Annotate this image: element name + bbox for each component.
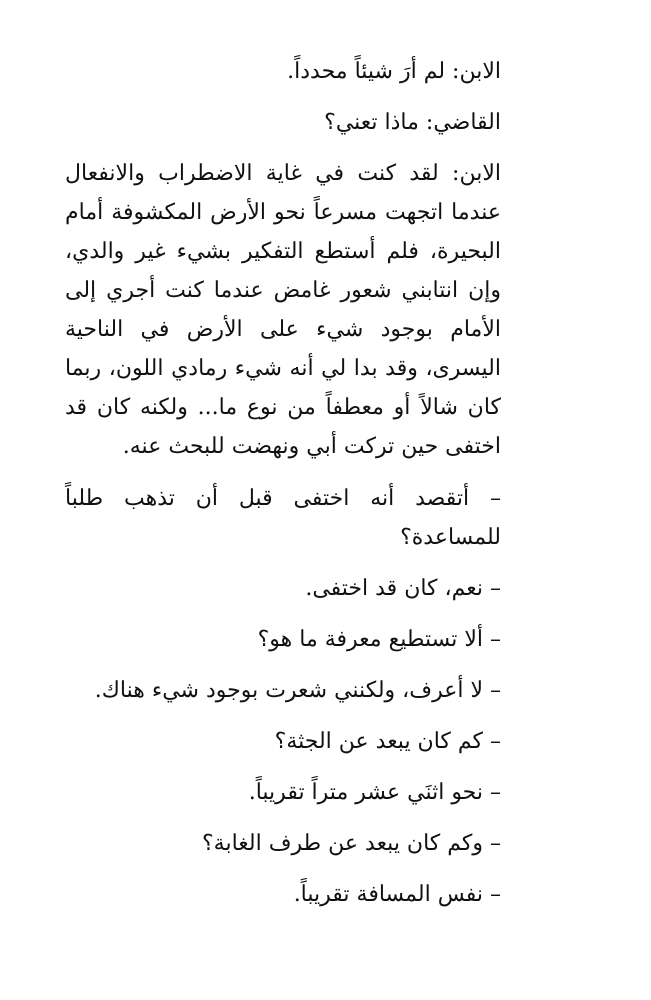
dialogue-line-same-distance: – نفس المسافة تقريباً. [293,882,501,907]
dialogue-line-son-account: الابن: لقد كنت في غاية الاضطراب والانفعال عندما اتجهت مسرعاً نحو الأرض المكشوفة أمام البحيرة، فلم أستطع التفكير بشيء غير والدي، وإن انتابني شعور غامض عندما كنت أجري إلى الأمام بوجود شيء على الأرض في الناحية اليسرى، وقد بدا لي أنه شيء رمادي اللون، ربما كان شالاً أو معطفاً من نوع ما... ولكنه كان قد اختفى حين تركت أبي ونهضت للبحث عنه. [65,161,501,459]
dialogue-line-cannot-know: – ألا تستطيع معرفة ما هو؟ [257,627,501,652]
dialogue-line-twelve-meters: – نحو اثنَي عشر متراً تقريباً. [248,780,501,805]
dialogue-line-yes-disappeared: – نعم، كان قد اختفى. [305,576,501,601]
dialogue-line-felt-something: – لا أعرف، ولكنني شعرت بوجود شيء هناك. [94,678,501,703]
dialogue-line-distance-forest: – وكم كان يبعد عن طرف الغابة؟ [201,831,501,856]
dialogue-line-distance-body: – كم كان يبعد عن الجثة؟ [274,729,501,754]
dialogue-line-son-nothing: الابن: لم أرَ شيئاً محدداً. [287,59,501,84]
dialogue-line-judge-question: القاضي: ماذا تعني؟ [324,110,501,135]
document-page [65,52,501,926]
dialogue-line-disappeared-before: – أتقصد أنه اختفى قبل أن تذهب طلباً للمساعدة؟ [65,486,501,550]
